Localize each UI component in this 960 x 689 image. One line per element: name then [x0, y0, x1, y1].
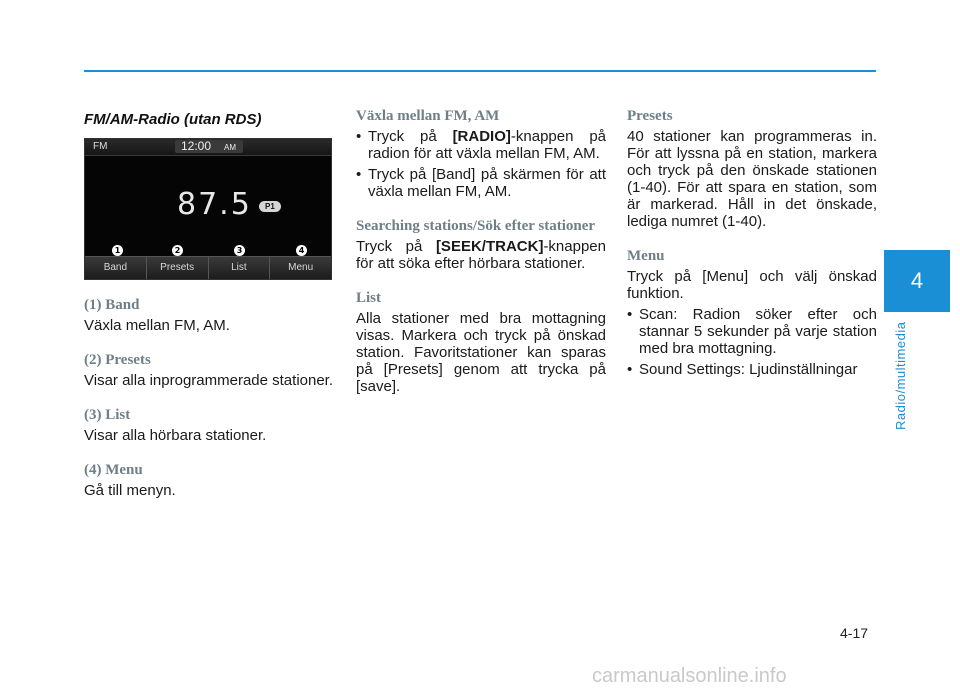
watermark: carmanualsonline.info	[592, 665, 787, 687]
section-heading: (4) Menu	[84, 462, 143, 478]
radio-screen-image	[84, 138, 332, 280]
screen-tab-menu: Menu	[288, 262, 314, 273]
screen-tab-band: Band	[85, 257, 147, 279]
section-heading: Menu	[627, 248, 665, 264]
section-menu	[84, 462, 334, 499]
section-text: Alla stationer med bra mottagning visas. Markera och tryck på önskad station. Favoritstationer kan sparas på [Presets] genom att trycka på [save].	[356, 310, 606, 395]
section-text: Tryck på [Menu] och välj önskad funktion.	[627, 268, 877, 302]
column-1	[84, 108, 334, 517]
section-presets-info	[627, 108, 877, 230]
bullet-list	[627, 306, 877, 378]
list-item: • Sound Settings: Ljudinställningar	[627, 361, 877, 378]
marker-2: 2	[172, 245, 183, 256]
section-list-info	[356, 290, 606, 395]
marker-4: 4	[296, 245, 307, 256]
screen-ampm: AM	[224, 143, 236, 152]
section-switch-band	[356, 108, 606, 200]
list-item: • Tryck på [Band] på skärmen för att växla mellan FM, AM.	[356, 166, 606, 200]
section-band	[84, 297, 334, 334]
screen-preset-badge: P1	[259, 201, 281, 212]
column-2	[356, 108, 606, 413]
section-heading: Searching stations/Sök efter stationer	[356, 218, 596, 234]
page-number: 4-17	[840, 625, 869, 641]
column-3	[627, 108, 877, 396]
top-rule	[84, 70, 876, 72]
section-heading: Presets	[627, 108, 673, 124]
text-fragment: -knappen på radion för att växla mellan FM, AM.	[368, 128, 607, 162]
screen-clock: 12:00	[181, 139, 212, 153]
text-fragment: Tryck på	[368, 128, 453, 145]
section-heading: Växla mellan FM, AM	[356, 108, 500, 124]
marker-1: 1	[112, 245, 123, 256]
radio-key-label: [RADIO]	[452, 128, 511, 145]
section-list	[84, 407, 334, 444]
chapter-label: Radio/multimedia	[893, 321, 908, 430]
screen-tab-bar	[85, 256, 331, 279]
section-title: FM/AM-Radio (utan RDS)	[84, 111, 262, 128]
screen-frequency: 87.5	[177, 187, 252, 222]
section-text: Gå till menyn.	[84, 482, 176, 499]
text-fragment: -knappen för att söka efter hörbara stationer.	[356, 238, 606, 272]
list-item	[356, 128, 606, 162]
section-heading: (2) Presets	[84, 352, 151, 368]
section-searching	[356, 218, 606, 272]
list-item: • Scan: Radion söker efter och stannar 5 sekunder på varje station med bra mottagning.	[627, 306, 877, 357]
screen-tab-presets: Presets	[147, 257, 209, 279]
text-fragment: Tryck på	[356, 238, 436, 255]
section-heading: List	[356, 290, 382, 306]
section-text: 40 stationer kan programmeras in. För att lyssna på en station, markera och tryck på den önskade stationen (1-40). För att spara en station, som är markerad. Håll in det önskade, lediga numret (1-40).	[627, 128, 877, 230]
chapter-tab: 4	[884, 250, 950, 312]
section-text: Visar alla inprogrammerade stationer.	[84, 372, 334, 389]
section-presets	[84, 352, 334, 389]
section-menu-info	[627, 248, 877, 378]
section-text: Visar alla hörbara stationer.	[84, 427, 267, 444]
bullet-list	[356, 128, 606, 200]
screen-band-label: FM	[93, 141, 108, 152]
seek-key-label: [SEEK/TRACK]	[435, 238, 544, 255]
section-heading: (1) Band	[84, 297, 140, 313]
marker-3: 3	[234, 245, 245, 256]
section-text	[356, 238, 606, 272]
section-text: Växla mellan FM, AM.	[84, 317, 230, 334]
section-heading: (3) List	[84, 407, 131, 423]
screen-tab-list: List	[209, 257, 271, 279]
